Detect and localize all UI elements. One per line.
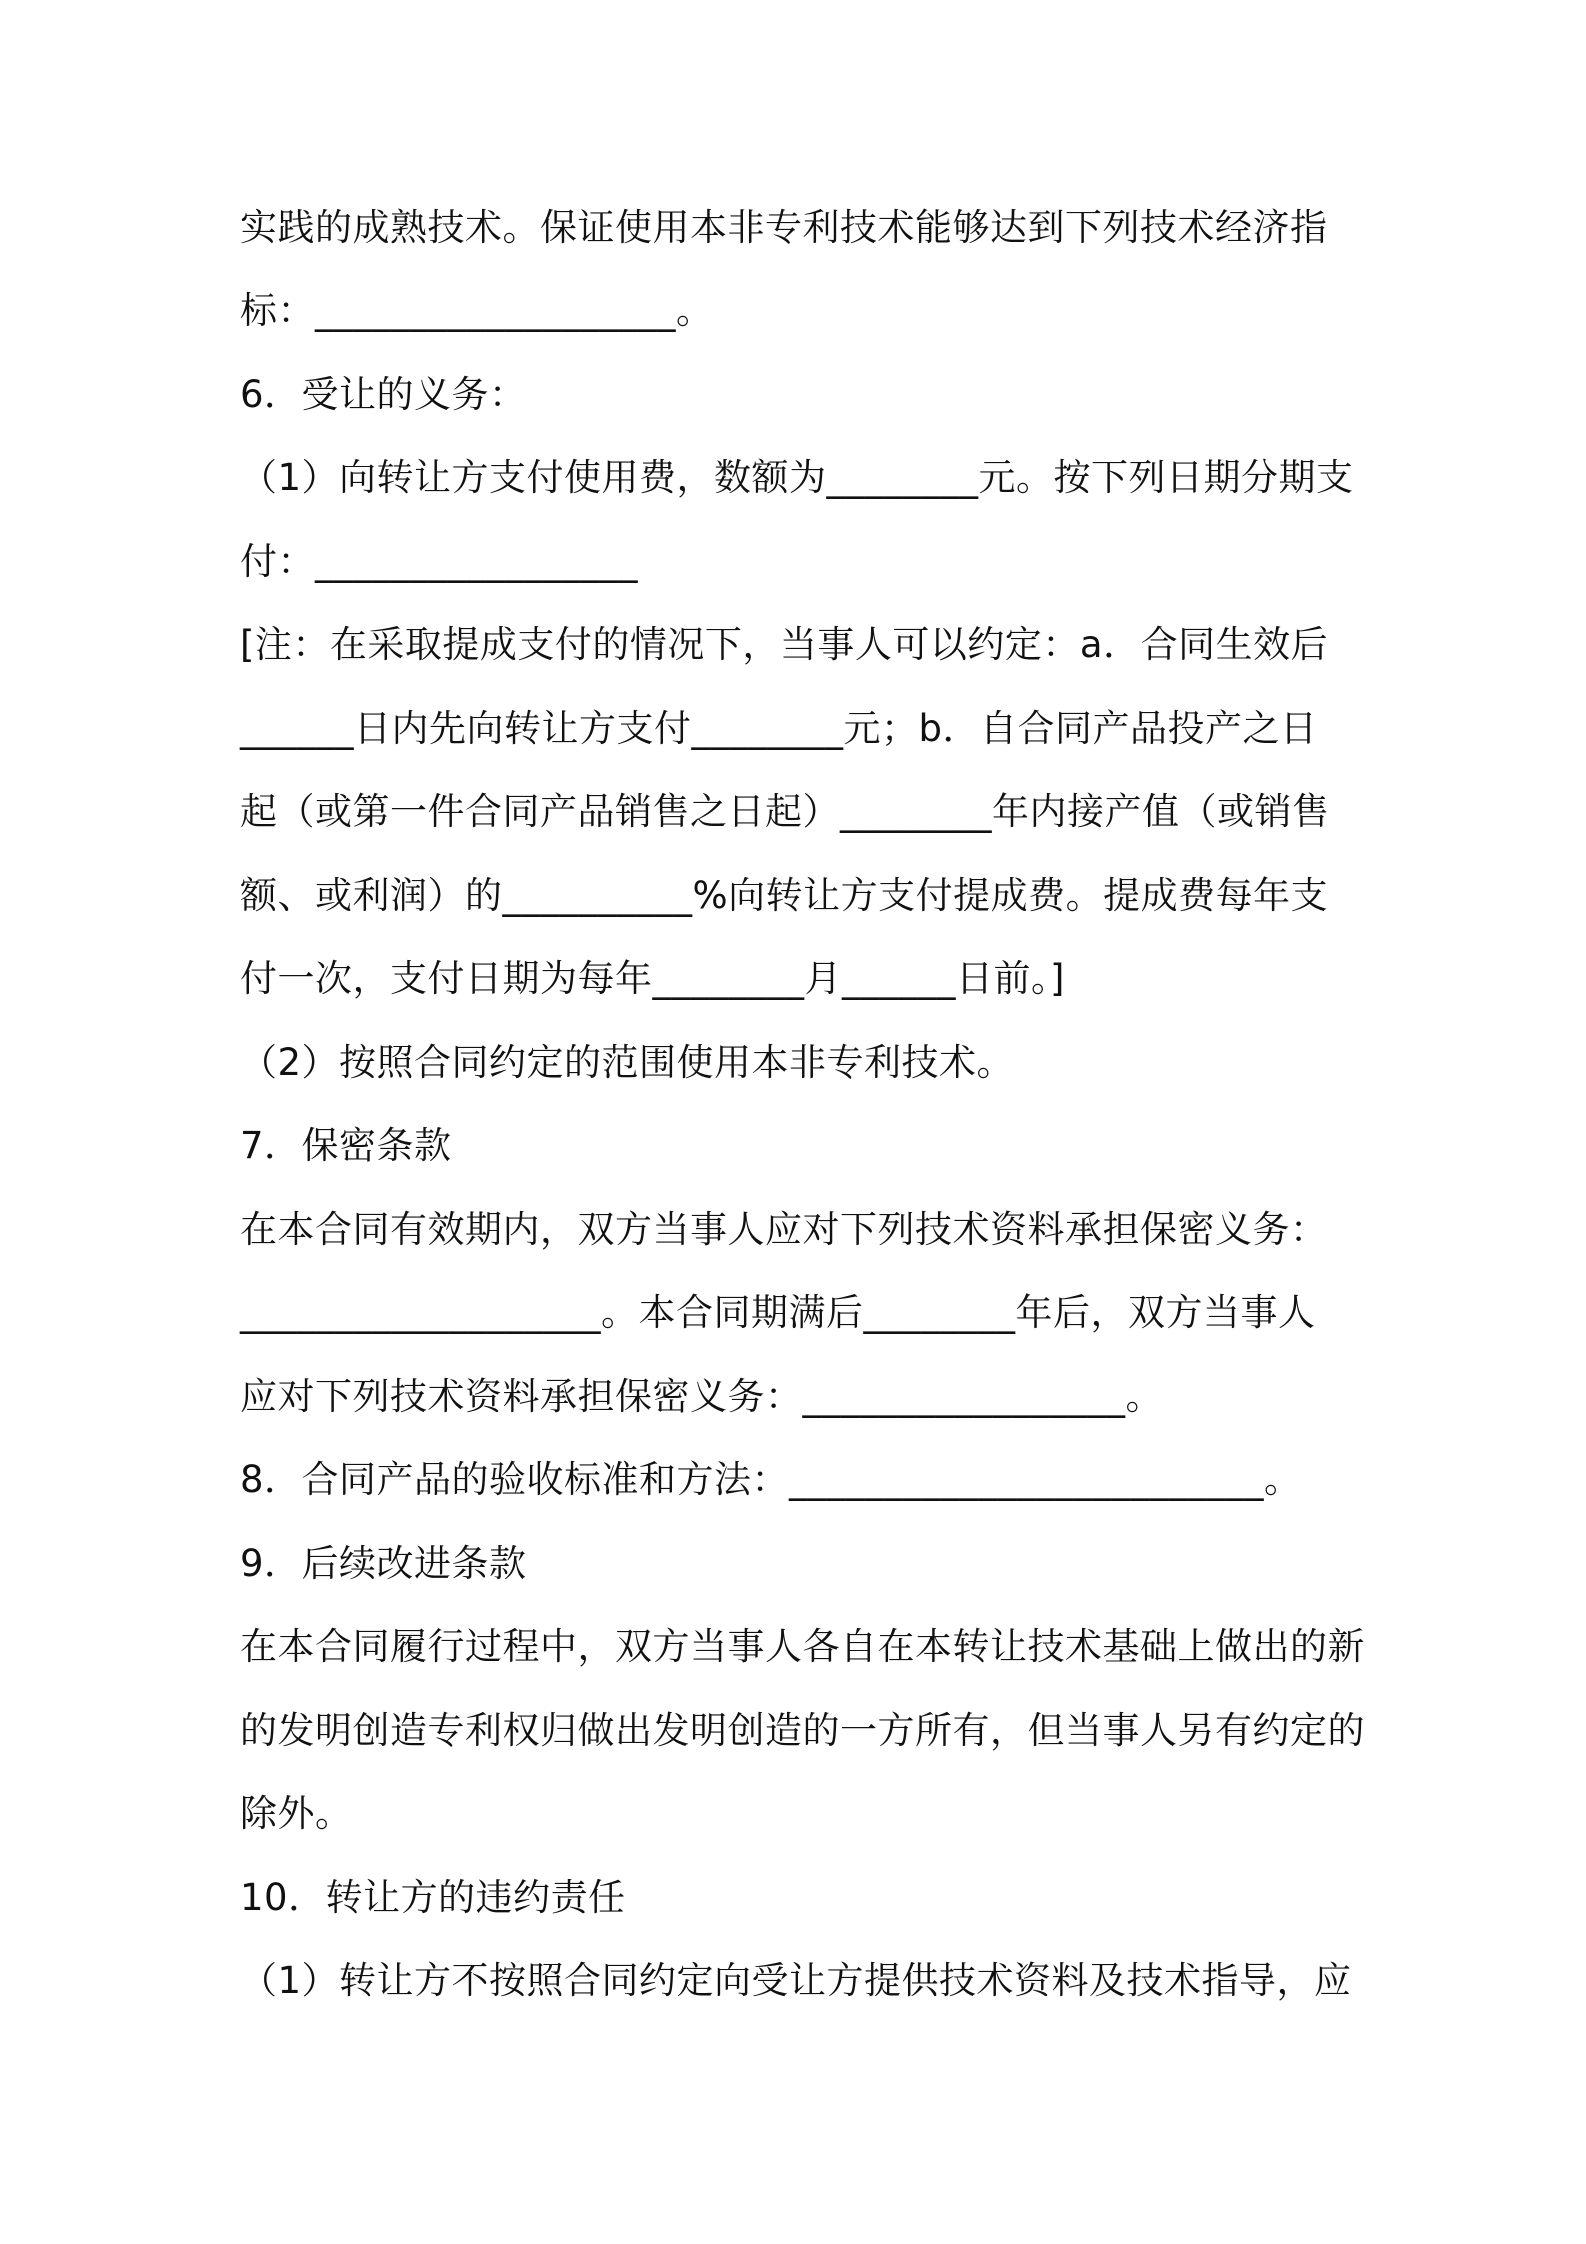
section-heading: 7．保密条款 [240,1124,452,1167]
text-line: 在本合同有效期内，双方当事人应对下列技术资料承担保密义务： [240,1208,1328,1251]
text-line: 付：_________________ [240,540,638,583]
text-line: ___________________。本合同期满后________年后，双方当事人 [240,1291,1316,1334]
text-line: 实践的成熟技术。保证使用本非专利技术能够达到下列技术经济指 [240,206,1328,249]
text-line: 的发明创造专利权归做出发明创造的一方所有，但当事人另有约定的 [240,1709,1365,1752]
note-line: ______日内先向转让方支付________元；b．自合同产品投产之日 [240,707,1318,750]
text-line: （2）按照合同约定的范围使用本非专利技术。 [240,1041,1015,1084]
section-heading: 9．后续改进条款 [240,1542,527,1585]
text-line: 应对下列技术资料承担保密义务：_________________。 [240,1375,1163,1418]
text-line: （1）转让方不按照合同约定向受让方提供技术资料及技术指导，应 [240,1959,1352,2002]
text-line: 在本合同履行过程中，双方当事人各自在本转让技术基础上做出的新 [240,1625,1365,1668]
text-line: （1）向转让方支付使用费，数额为________元。按下列日期分期支 [240,456,1354,499]
note-line: [注：在采取提成支付的情况下，当事人可以约定：a．合同生效后 [240,623,1329,666]
section-heading: 10．转让方的违约责任 [240,1876,626,1919]
note-line: 额、或利润）的__________%向转让方支付提成费。提成费每年支 [240,874,1329,917]
note-line: 起（或第一件合同产品销售之日起）________年内接产值（或销售 [240,790,1330,833]
section-heading: 8．合同产品的验收标准和方法：_________________________。 [240,1458,1302,1501]
note-line: 付一次，支付日期为每年________月______日前。] [240,957,1065,1000]
text-line: 标：___________________。 [240,289,714,332]
section-heading: 6．受让的义务： [240,373,527,416]
text-line: 除外。 [240,1792,353,1835]
